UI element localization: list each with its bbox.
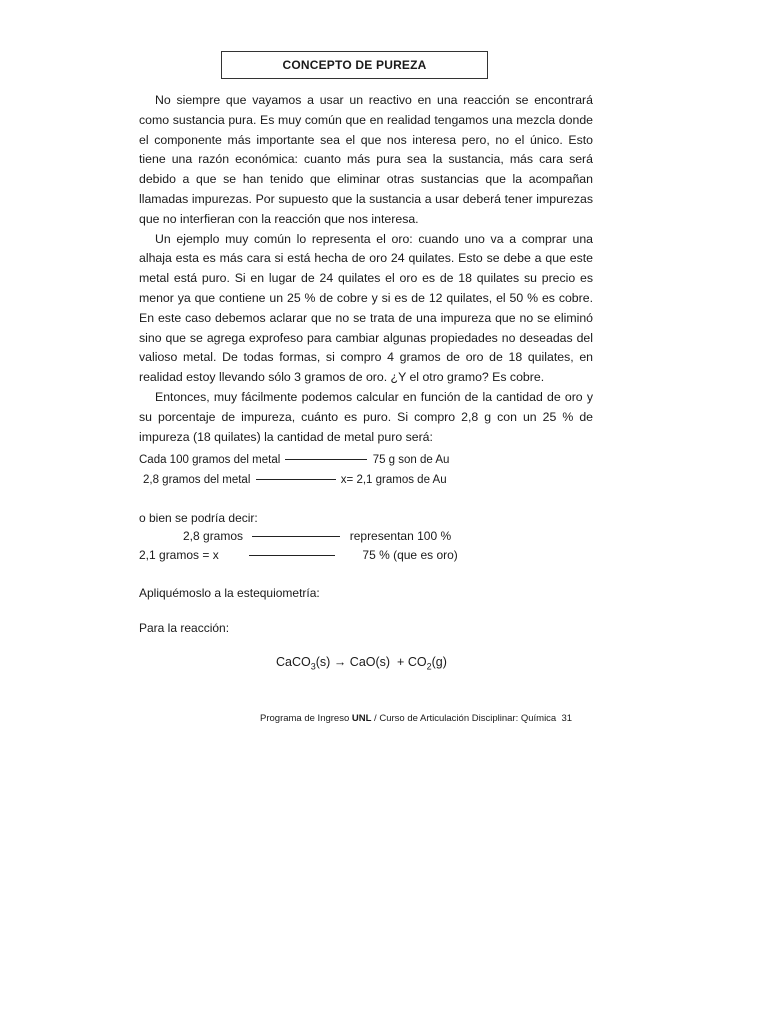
calc2-row2-left: 2,1 gramos = x xyxy=(139,548,219,562)
arrow-icon: → xyxy=(333,655,347,669)
paragraph-3: Entonces, muy fácilmente podemos calcular en función de la cantidad de oro y su porcentaje de impureza, cuánto es puro. Si compro 2,8 g con un 25 % de impureza (18 quilates) la cantidad de metal puro será: xyxy=(139,389,593,444)
calc2-row1-left: 2,8 gramos xyxy=(183,529,244,543)
paragraph-2: Un ejemplo muy común lo representa el oro: cuando uno va a comprar una alhaja esta es más cara si está hecha de oro 24 quilates. Esto se debe a que este metal está puro. Si en lugar de 24 quilates el oro es de 18 quilates su precio es menor ya que contiene un 25 % de cobre y si es de 12 quilates, el 50 % es cobre. En este caso debemos aclarar que no se trata de una impureza que no se eliminó sino que se agrega exprofeso para cambiar algunas propiedades no deseadas del valioso metal. De todas formas, si compro 4 gramos de oro de 18 quilates, en realidad estoy llevando sólo 3 gramos de oro. ¿Y el otro gramo? Es cobre. xyxy=(139,231,593,385)
product-2-state: (g) xyxy=(431,655,447,669)
dash-line xyxy=(249,555,335,556)
calc2-row2-right: 75 % (que es oro) xyxy=(362,548,458,562)
product-2-subscript: 2 xyxy=(426,661,432,672)
footer-org: UNL xyxy=(351,713,372,724)
calc2-row1-right: representan 100 % xyxy=(349,529,452,543)
dash-line xyxy=(256,479,336,480)
plus-sign: + xyxy=(397,655,405,669)
reactant-subscript: 3 xyxy=(310,661,316,672)
page-number: 31 xyxy=(561,713,573,724)
page-footer xyxy=(260,713,572,724)
reactant-formula: CaCO xyxy=(276,655,311,669)
calc1-row2 xyxy=(143,474,447,486)
dash-line xyxy=(285,459,367,460)
body-text xyxy=(139,91,593,447)
reaction-intro: Para la reacción: xyxy=(139,621,230,635)
reactant-state: (s) xyxy=(315,655,331,669)
footer-part1: Programa de Ingreso xyxy=(260,713,352,724)
calc2-row1 xyxy=(183,529,451,543)
calc2-row2 xyxy=(139,548,458,562)
chemical-equation xyxy=(276,655,447,672)
paragraph-1: No siempre que vayamos a usar un reactivo en una reacción se encontrará como sustancia pura. Es muy común que en realidad tengamos una mezcla donde el componente más importante sea el que nos interesa pero, no el único. Esto tiene una razón económica: cuanto más pura sea la sustancia, más cara será debido a que se han tenido que eliminar otras sustancias que la acompañan llamadas impurezas. Por supuesto que la sustancia a usar deberá tener impurezas que no interfieran con la reacción que nos interesa. xyxy=(139,93,593,226)
alt-intro: o bien se podría decir: xyxy=(139,511,258,525)
section-title: CONCEPTO DE PUREZA xyxy=(221,51,488,79)
dash-line xyxy=(252,536,340,537)
product-1: CaO(s) xyxy=(349,655,391,669)
product-2-formula: CO xyxy=(407,655,427,669)
calc1-row1 xyxy=(139,454,449,466)
calc1-row2-right: x= 2,1 gramos de Au xyxy=(340,474,447,486)
calc1-row1-right: 75 g son de Au xyxy=(372,454,450,466)
footer-part2: / Curso de Articulación Disciplinar: Química xyxy=(371,713,557,724)
calc1-row2-left: 2,8 gramos del metal xyxy=(143,474,251,486)
calc1-row1-left: Cada 100 gramos del metal xyxy=(139,454,281,466)
apply-text: Apliquémoslo a la estequiometría: xyxy=(139,586,320,600)
